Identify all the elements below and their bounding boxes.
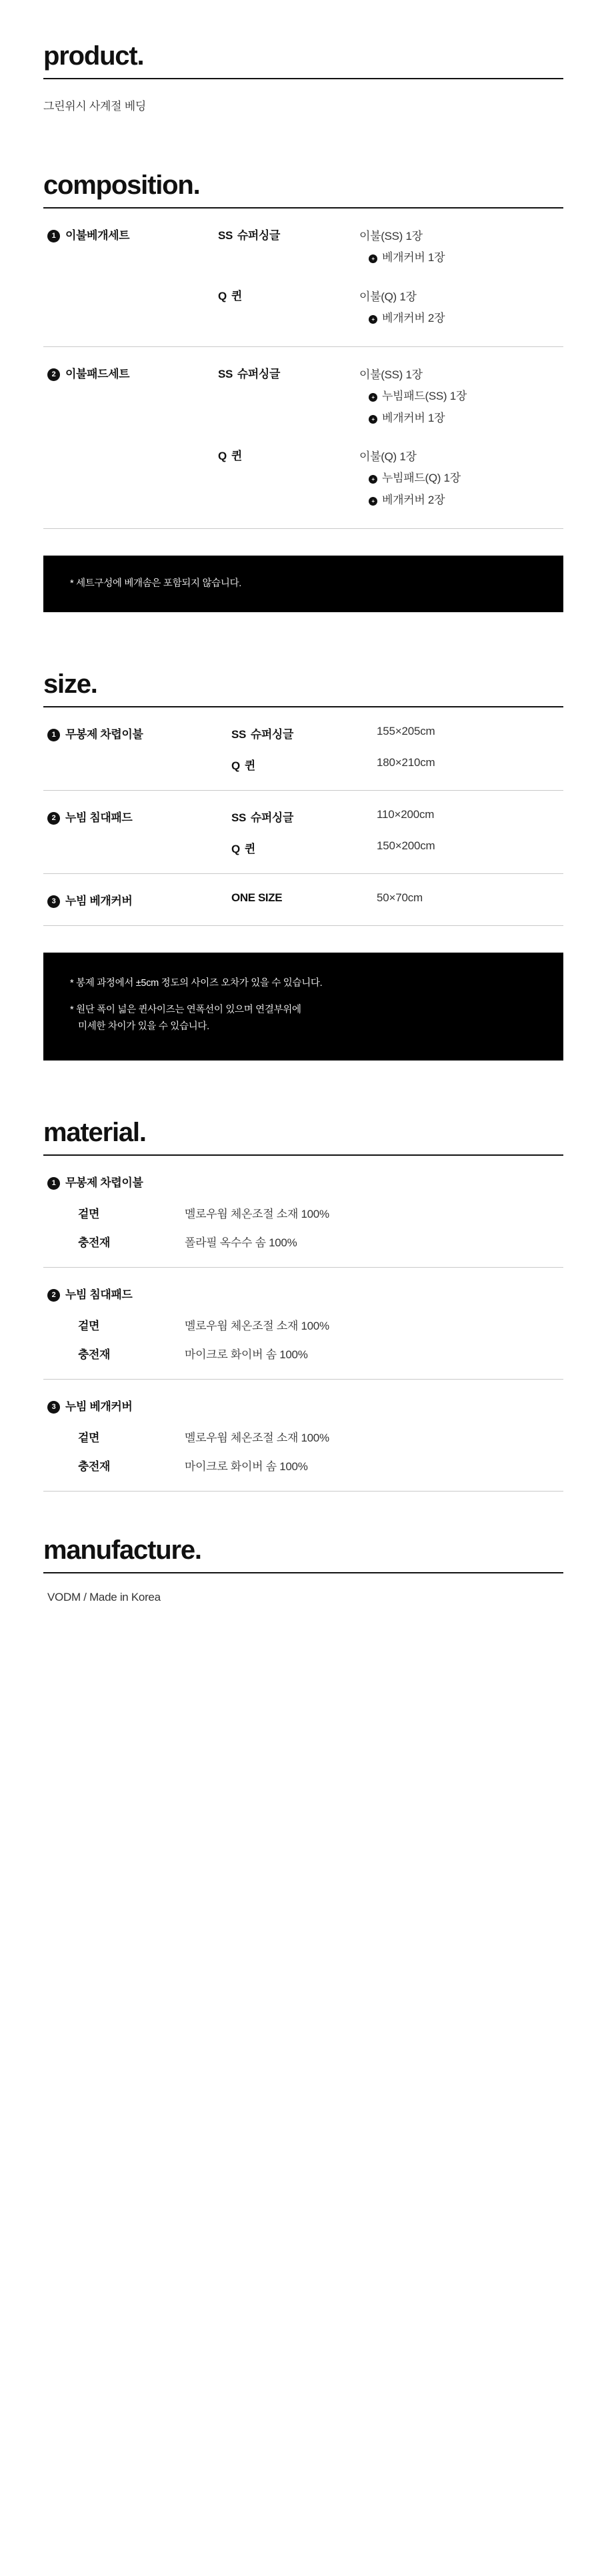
- size-code: ONE SIZE: [231, 891, 283, 905]
- section-product: [43, 0, 563, 113]
- size-group-name: 무봉제 차렵이불: [65, 728, 143, 741]
- list-number-icon: 1: [47, 1177, 60, 1190]
- spacer: [43, 612, 563, 669]
- size-rows: [231, 891, 563, 905]
- size-value: 50×70cm: [377, 891, 423, 905]
- size-name: 슈퍼싱글: [237, 368, 280, 381]
- composition-items: [359, 364, 563, 429]
- material-value: 마이크로 화이버 솜 100%: [185, 1348, 308, 1362]
- material-value: 멜로우웜 체온조절 소재 100%: [185, 1320, 329, 1333]
- material-row: [43, 1204, 563, 1221]
- material-block-name: 누빔 침대패드: [65, 1288, 133, 1302]
- size-code: Q: [218, 289, 227, 302]
- material-heading: material.: [43, 1118, 563, 1156]
- material-key: 겉면: [78, 1320, 100, 1333]
- material-key: 충전재: [78, 1460, 111, 1474]
- size-name: 슈퍼싱글: [250, 728, 293, 741]
- material-block: [43, 1268, 563, 1380]
- material-key: 충전재: [78, 1236, 111, 1250]
- size-value: 180×210cm: [377, 756, 435, 769]
- size-option: [231, 756, 377, 773]
- material-key: 겉면: [78, 1432, 100, 1445]
- material-block-title: [43, 1173, 563, 1190]
- notice-line-cont: 미세한 차이가 있을 수 있습니다.: [78, 1021, 209, 1033]
- size-group-name: 누빔 침대패드: [65, 811, 133, 825]
- list-number-icon: 2: [47, 812, 60, 825]
- manufacture-subtitle: VODM / Made in Korea: [47, 1591, 161, 1604]
- material-block-name: 누빔 베개커버: [65, 1400, 133, 1414]
- section-composition: [43, 171, 563, 612]
- notice-text: * 세트구성에 베개솜은 포함되지 않습니다.: [70, 578, 242, 589]
- composition-notice: [43, 556, 563, 612]
- composition-item-text: 베개커버 2장: [382, 493, 445, 506]
- composition-row: [218, 364, 563, 429]
- composition-row: [218, 226, 563, 269]
- manufacture-heading: manufacture.: [43, 1535, 563, 1573]
- size-name: 슈퍼싱글: [237, 229, 280, 242]
- size-name: 퀸: [231, 450, 242, 463]
- composition-item-text: 누빔패드(SS) 1장: [382, 390, 467, 403]
- section-manufacture: [43, 1535, 563, 1604]
- size-name: 퀸: [244, 843, 255, 856]
- sub-bullet-icon: +: [369, 315, 377, 324]
- sub-bullet-icon: +: [369, 254, 377, 263]
- composition-item-text: 베개커버 1장: [382, 251, 445, 264]
- sub-bullet-icon: +: [369, 475, 377, 484]
- size-value: 110×200cm: [377, 808, 435, 821]
- composition-rows: [218, 364, 563, 511]
- spacer: [43, 113, 563, 171]
- composition-item: 이불(SS) 1장: [359, 230, 423, 242]
- material-block-title: [43, 1285, 563, 1302]
- size-name: 퀸: [231, 289, 242, 302]
- composition-items: [359, 226, 563, 269]
- material-block-name: 무봉제 차렵이불: [65, 1176, 143, 1190]
- composition-item: [359, 468, 563, 489]
- composition-item: 이불(Q) 1장: [359, 450, 417, 464]
- composition-item: [359, 490, 563, 511]
- spacer: [43, 529, 563, 556]
- composition-item-text: 베개커버 2장: [382, 311, 445, 324]
- size-notice: [43, 953, 563, 1061]
- size-code: Q: [231, 843, 240, 856]
- section-material: [43, 1118, 563, 1492]
- composition-heading: composition.: [43, 171, 563, 209]
- composition-group: [43, 347, 563, 529]
- material-block: [43, 1380, 563, 1492]
- size-rows: [231, 808, 563, 856]
- composition-item: [359, 308, 563, 329]
- list-number-icon: 2: [47, 368, 60, 381]
- size-name: 퀸: [244, 759, 255, 773]
- material-value: 멜로우웜 체온조절 소재 100%: [185, 1432, 329, 1445]
- composition-item: [359, 247, 563, 268]
- composition-item: 이불(SS) 1장: [359, 368, 423, 382]
- sub-bullet-icon: +: [369, 497, 377, 506]
- material-block-title: [43, 1397, 563, 1414]
- size-row: [231, 808, 563, 825]
- notice-text: [70, 1002, 537, 1036]
- material-row: [43, 1428, 563, 1445]
- size-value: 150×200cm: [377, 839, 435, 853]
- material-value: 폴라필 옥수수 솜 100%: [185, 1236, 297, 1250]
- material-value: 멜로우웜 체온조절 소재 100%: [185, 1208, 329, 1221]
- size-code: SS: [231, 728, 246, 741]
- composition-group-label: [43, 364, 218, 511]
- size-option: [231, 725, 377, 741]
- composition-size: [218, 286, 359, 303]
- size-group: [43, 707, 563, 791]
- material-key: 충전재: [78, 1348, 111, 1362]
- composition-group-name: 이불패드세트: [65, 368, 130, 381]
- composition-row: [218, 446, 563, 511]
- composition-group-name: 이불베개세트: [65, 229, 130, 242]
- product-subtitle: 그린위시 사계절 베딩: [43, 100, 146, 113]
- material-key: 겉면: [78, 1208, 100, 1221]
- list-number-icon: 1: [47, 729, 60, 741]
- composition-item: [359, 408, 563, 429]
- composition-item-text: 누빔패드(Q) 1장: [382, 472, 461, 485]
- size-code: SS: [231, 811, 246, 825]
- size-row: [231, 756, 563, 773]
- section-size: [43, 669, 563, 1061]
- size-row: [231, 725, 563, 741]
- material-value: 마이크로 화이버 솜 100%: [185, 1460, 308, 1474]
- size-code: Q: [231, 759, 240, 773]
- size-option: [231, 891, 377, 905]
- size-value: 155×205cm: [377, 725, 435, 738]
- spacer: [43, 1492, 563, 1535]
- size-group: [43, 791, 563, 874]
- size-option: [231, 808, 377, 825]
- list-number-icon: 3: [47, 895, 60, 908]
- list-number-icon: 3: [47, 1401, 60, 1414]
- size-name: 슈퍼싱글: [250, 811, 293, 825]
- size-code: SS: [218, 368, 233, 381]
- composition-rows: [218, 226, 563, 329]
- composition-item: [359, 386, 563, 407]
- list-number-icon: 2: [47, 1289, 60, 1302]
- notice-line: * 원단 폭이 넓은 퀸사이즈는 연폭선이 있으며 연결부위에: [70, 1004, 301, 1015]
- composition-items: [359, 446, 563, 511]
- composition-size: [218, 364, 359, 381]
- material-block: [43, 1156, 563, 1268]
- composition-item: 이불(Q) 1장: [359, 290, 417, 303]
- spacer: [43, 926, 563, 953]
- page-content: [37, 0, 563, 1604]
- size-option: [231, 839, 377, 856]
- size-heading: size.: [43, 669, 563, 707]
- size-group-label: [43, 891, 231, 908]
- size-code: Q: [218, 450, 227, 463]
- sub-bullet-icon: +: [369, 393, 377, 402]
- size-code: SS: [218, 229, 233, 242]
- composition-items: [359, 286, 563, 330]
- composition-row: [218, 286, 563, 330]
- composition-group: [43, 209, 563, 347]
- size-group-label: [43, 808, 231, 825]
- notice-text: * 봉제 과정에서 ±5cm 정도의 사이즈 오차가 있을 수 있습니다.: [70, 978, 323, 989]
- spacer: [43, 1061, 563, 1118]
- size-row: [231, 839, 563, 856]
- size-row: [231, 891, 563, 905]
- composition-size: [218, 226, 359, 242]
- composition-item-text: 베개커버 1장: [382, 411, 445, 424]
- product-heading: product.: [43, 41, 563, 79]
- list-number-icon: 1: [47, 230, 60, 242]
- material-row: [43, 1345, 563, 1362]
- sub-bullet-icon: +: [369, 415, 377, 424]
- composition-size: [218, 446, 359, 463]
- material-row: [43, 1233, 563, 1250]
- composition-group-label: [43, 226, 218, 329]
- size-rows: [231, 725, 563, 773]
- size-group-label: [43, 725, 231, 741]
- material-row: [43, 1457, 563, 1474]
- size-group: [43, 874, 563, 926]
- material-row: [43, 1316, 563, 1333]
- size-group-name: 누빔 베개커버: [65, 895, 133, 908]
